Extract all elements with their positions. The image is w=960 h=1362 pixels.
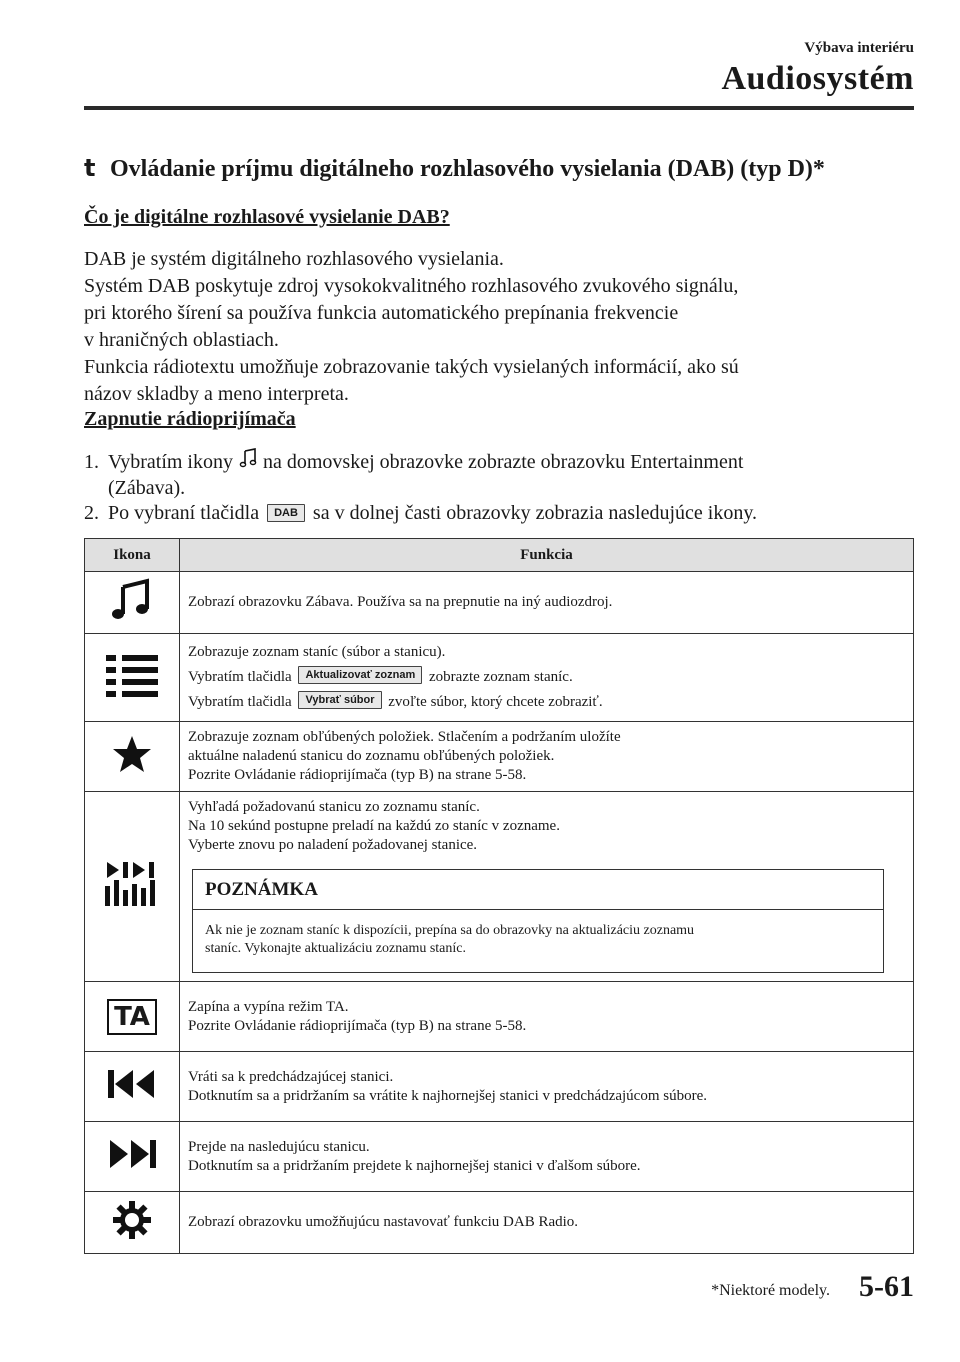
function-text: Zapína a vypína režim TA. (188, 998, 349, 1015)
page-number: 5-61 (859, 1270, 914, 1303)
skip-back-icon (106, 1068, 158, 1100)
table-row (85, 982, 914, 1052)
function-text: Vráti sa k predchádzajúcej stanici. (188, 1068, 394, 1085)
intro-line: Funkcia rádiotextu umožňuje zobrazovanie takých vysielaných informácií, ako sú (84, 356, 739, 378)
icon-cell (85, 1122, 180, 1192)
function-text: Vyhľadá požadovanú stanicu zo zoznamu staníc. (188, 799, 480, 815)
function-text: Pozrite Ovládanie rádioprijímača (typ B) na strane 5-58. (188, 767, 527, 783)
function-cell (180, 1192, 914, 1254)
table-row (85, 792, 914, 982)
col-function-header: Funkcia (180, 539, 914, 572)
step-text: Vybratím ikony (108, 451, 233, 473)
function-text: zvoľte súbor, ktorý chcete zobraziť. (388, 694, 603, 710)
note-box (192, 869, 884, 973)
intro-line: DAB je systém digitálneho rozhlasového vysielania. (84, 248, 504, 270)
table-row (85, 722, 914, 792)
section-title (84, 154, 825, 183)
function-text: Prejde na nasledujúcu stanicu. (188, 1138, 370, 1155)
note-text: Ak nie je zoznam staníc k dispozícii, prepína sa do obrazovky na aktualizáciu zoznamu (205, 923, 695, 938)
function-cell (180, 982, 914, 1052)
function-text: zobrazte zoznam staníc. (429, 669, 573, 685)
icon-function-table (84, 538, 914, 1254)
step-1-continued: (Zábava). (108, 477, 186, 499)
list-icon (104, 652, 160, 698)
section-bullet: t (84, 154, 96, 182)
update-list-button: Aktualizovať zoznam (298, 666, 422, 684)
star-icon (112, 734, 152, 774)
icon-cell (85, 1052, 180, 1122)
note-body (193, 910, 883, 972)
step-2 (84, 500, 757, 527)
skip-forward-icon (106, 1138, 158, 1170)
function-text: aktuálne naladenú stanicu do zoznamu obľúbených položiek. (188, 748, 555, 764)
icon-cell (85, 634, 180, 722)
function-text: Na 10 sekúnd postupne preladí na každú zo staníc v zozname. (188, 818, 560, 834)
function-text: Vybratím tlačidla (188, 694, 292, 710)
dab-button: DAB (267, 504, 305, 522)
function-text-line (188, 691, 905, 712)
gear-icon (112, 1200, 152, 1240)
table-row (85, 572, 914, 634)
step-text: Po vybraní tlačidla (108, 502, 260, 524)
col-icon-header: Ikona (85, 539, 180, 572)
what-is-heading: Čo je digitálne rozhlasové vysielanie DAB? (84, 206, 450, 228)
scan-icon (103, 860, 161, 908)
function-cell (180, 792, 914, 982)
header-section: Výbava interiéru (804, 40, 914, 56)
step-text: na domovskej obrazovke zobrazte obrazovku Entertainment (263, 451, 744, 473)
header-rule (84, 106, 914, 110)
table-row (85, 1192, 914, 1254)
function-text: Pozrite Ovládanie rádioprijímača (typ B) na strane 5-58. (188, 1017, 527, 1034)
music-note-icon (109, 577, 155, 623)
function-text: Zobrazuje zoznam staníc (súbor a stanicu). (188, 644, 446, 660)
intro-line: názov skladby a meno interpreta. (84, 383, 349, 405)
select-file-button: Vybrať súbor (298, 691, 381, 709)
function-text: Zobrazí obrazovku umožňujúcu nastavovať funkciu DAB Radio. (188, 1214, 579, 1230)
icon-cell (85, 792, 180, 982)
icon-cell (85, 982, 180, 1052)
section-title-text: Ovládanie príjmu digitálneho rozhlasového vysielania (DAB) (typ D)* (110, 156, 825, 182)
step-number: 2. (84, 502, 99, 524)
function-text-line (188, 666, 905, 687)
function-cell (180, 1052, 914, 1122)
header-chapter: Audiosystém (721, 60, 914, 97)
step-1 (84, 448, 743, 476)
note-title: POZNÁMKA (193, 870, 883, 910)
intro-line: v hraničných oblastiach. (84, 329, 279, 351)
music-note-icon (238, 448, 258, 470)
table-row (85, 634, 914, 722)
intro-line: pri ktorého šírení sa používa funkcia automatického prepínania frekvencie (84, 302, 679, 324)
icon-cell (85, 1192, 180, 1254)
function-cell (180, 572, 914, 634)
icon-cell (85, 722, 180, 792)
what-is-paragraph (84, 246, 884, 408)
table-header-row (85, 539, 914, 572)
footer-note: *Niektoré modely. (711, 1282, 830, 1299)
table-row (85, 1052, 914, 1122)
turn-on-heading: Zapnutie rádioprijímača (84, 408, 296, 430)
table-row (85, 1122, 914, 1192)
ta-icon: TA (107, 999, 157, 1035)
note-text: staníc. Vykonajte aktualizáciu zoznamu staníc. (205, 941, 466, 956)
function-text: Vybratím tlačidla (188, 669, 292, 685)
function-text: Vyberte znovu po naladení požadovanej stanice. (188, 837, 478, 853)
function-cell (180, 634, 914, 722)
icon-cell (85, 572, 180, 634)
step-number: 1. (84, 451, 99, 473)
function-text: Dotknutím sa a pridržaním prejdete k najhornejšej stanici v ďalšom súbore. (188, 1157, 641, 1174)
intro-line: Systém DAB poskytuje zdroj vysokokvalitného rozhlasového zvukového signálu, (84, 275, 739, 297)
function-text: Zobrazuje zoznam obľúbených položiek. Stlačením a podržaním uložíte (188, 729, 621, 745)
function-text: Zobrazí obrazovku Zábava. Používa sa na prepnutie na iný audiozdroj. (188, 594, 613, 610)
function-cell (180, 722, 914, 792)
function-cell (180, 1122, 914, 1192)
function-text: Dotknutím sa a pridržaním sa vrátite k najhornejšej stanici v predchádzajúcom súbore. (188, 1087, 708, 1104)
step-text: sa v dolnej časti obrazovky zobrazia nasledujúce ikony. (312, 502, 758, 524)
